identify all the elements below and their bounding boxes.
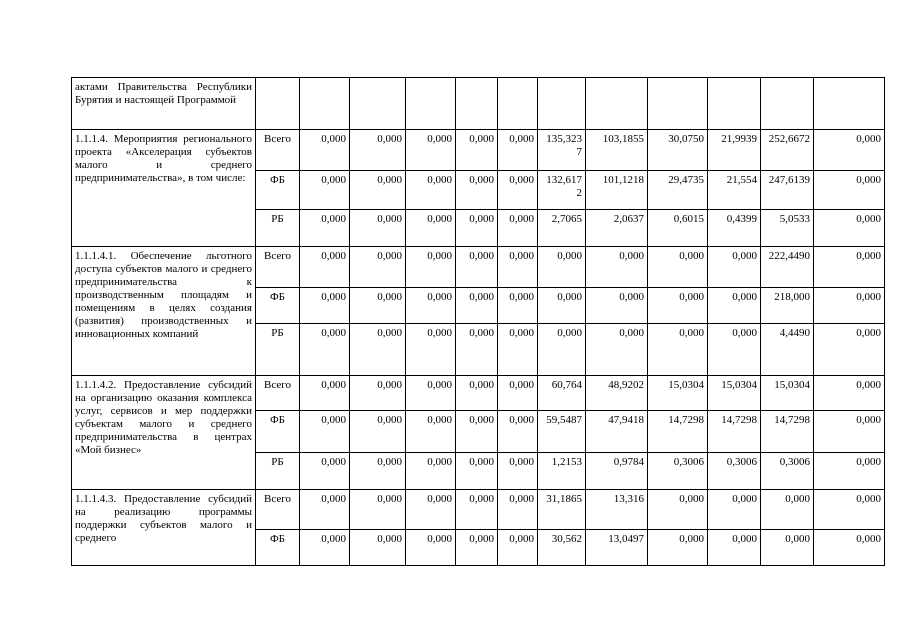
value-cell: [814, 78, 885, 130]
value-cell: 0,000: [456, 376, 498, 411]
value-cell: 0,000: [498, 171, 538, 210]
table-row: [72, 490, 885, 530]
value-cell: 0,000: [406, 376, 456, 411]
value-cell: 0,000: [814, 130, 885, 171]
value-cell: 0,000: [406, 130, 456, 171]
value-cell: 60,764: [538, 376, 586, 411]
value-cell: 218,000: [761, 288, 814, 324]
value-cell: 13,0497: [586, 530, 648, 566]
value-cell: 0,000: [761, 530, 814, 566]
activity-name-1-1-1-4-2: 1.1.1.4.2. Предоставление субсидий на организацию оказания комплекса услуг, сервисов и мер поддержки субъектам малого и среднего предпринимательства в центрах «Мой бизнес»: [72, 376, 256, 490]
value-cell: 0,000: [300, 324, 350, 376]
value-cell: 0,000: [761, 490, 814, 530]
value-cell: 0,000: [456, 171, 498, 210]
value-cell: 0,3006: [761, 453, 814, 490]
value-cell: 0,000: [498, 288, 538, 324]
value-cell: 0,000: [814, 210, 885, 247]
value-cell: 222,4490: [761, 247, 814, 288]
value-cell: 0,000: [300, 130, 350, 171]
value-cell: [350, 78, 406, 130]
value-cell: 47,9418: [586, 411, 648, 453]
value-cell: [456, 78, 498, 130]
value-cell: 0,000: [708, 324, 761, 376]
table-row: [72, 247, 885, 288]
value-cell: 0,000: [456, 130, 498, 171]
value-cell: 0,000: [814, 490, 885, 530]
budget-table: [71, 77, 885, 566]
value-cell: 0,000: [456, 411, 498, 453]
funding-source-cell: [256, 78, 300, 130]
value-cell: 21,9939: [708, 130, 761, 171]
value-cell: 0,000: [538, 288, 586, 324]
value-cell: 1,2153: [538, 453, 586, 490]
value-cell: 31,1865: [538, 490, 586, 530]
value-cell: 0,000: [708, 490, 761, 530]
value-cell: 0,000: [814, 247, 885, 288]
funding-source-cell: Всего: [256, 376, 300, 411]
value-cell: 14,7298: [708, 411, 761, 453]
value-cell: 0,000: [586, 288, 648, 324]
value-cell: 0,000: [498, 411, 538, 453]
value-cell: 5,0533: [761, 210, 814, 247]
value-cell: 0,3006: [708, 453, 761, 490]
value-cell: 15,0304: [708, 376, 761, 411]
value-cell: 0,000: [350, 453, 406, 490]
value-cell: 0,000: [350, 130, 406, 171]
value-cell: 0,000: [300, 453, 350, 490]
value-cell: 0,000: [350, 288, 406, 324]
value-cell: [300, 78, 350, 130]
value-cell: 0,000: [406, 453, 456, 490]
value-cell: 0,000: [300, 376, 350, 411]
value-cell: 0,000: [406, 411, 456, 453]
value-cell: 0,000: [498, 453, 538, 490]
value-cell: 0,000: [814, 171, 885, 210]
value-cell: 0,000: [498, 130, 538, 171]
funding-source-cell: РБ: [256, 324, 300, 376]
value-cell: 0,000: [406, 530, 456, 566]
funding-source-cell: Всего: [256, 490, 300, 530]
value-cell: 0,000: [300, 210, 350, 247]
value-cell: 0,000: [300, 247, 350, 288]
funding-source-cell: ФБ: [256, 171, 300, 210]
value-cell: 30,562: [538, 530, 586, 566]
value-cell: 0,000: [350, 247, 406, 288]
value-cell: 14,7298: [761, 411, 814, 453]
value-cell: 13,316: [586, 490, 648, 530]
value-cell: 0,000: [300, 490, 350, 530]
value-cell: 2,0637: [586, 210, 648, 247]
value-cell: 0,000: [708, 288, 761, 324]
value-cell: 0,000: [648, 530, 708, 566]
value-cell: 0,000: [406, 490, 456, 530]
table-row: [72, 376, 885, 411]
value-cell: [538, 78, 586, 130]
value-cell: 0,000: [498, 210, 538, 247]
value-cell: 0,000: [350, 530, 406, 566]
value-cell: [648, 78, 708, 130]
value-cell: [406, 78, 456, 130]
table-row: [72, 78, 885, 130]
value-cell: 0,000: [814, 411, 885, 453]
value-cell: [498, 78, 538, 130]
value-cell: 0,000: [456, 324, 498, 376]
value-cell: 132,6172: [538, 171, 586, 210]
value-cell: 14,7298: [648, 411, 708, 453]
value-cell: 0,3006: [648, 453, 708, 490]
value-cell: [586, 78, 648, 130]
value-cell: 48,9202: [586, 376, 648, 411]
funding-source-cell: Всего: [256, 247, 300, 288]
value-cell: 0,000: [350, 210, 406, 247]
value-cell: 0,000: [350, 324, 406, 376]
value-cell: 101,1218: [586, 171, 648, 210]
value-cell: 0,000: [300, 530, 350, 566]
value-cell: 0,000: [350, 411, 406, 453]
value-cell: 15,0304: [761, 376, 814, 411]
value-cell: 0,000: [406, 247, 456, 288]
value-cell: 0,000: [498, 530, 538, 566]
value-cell: 252,6672: [761, 130, 814, 171]
value-cell: 0,000: [406, 324, 456, 376]
value-cell: 0,000: [300, 171, 350, 210]
value-cell: 0,000: [406, 288, 456, 324]
value-cell: 103,1855: [586, 130, 648, 171]
funding-source-cell: РБ: [256, 453, 300, 490]
value-cell: 0,000: [498, 324, 538, 376]
value-cell: 0,000: [456, 530, 498, 566]
value-cell: 0,4399: [708, 210, 761, 247]
funding-source-cell: ФБ: [256, 288, 300, 324]
value-cell: 0,000: [456, 288, 498, 324]
value-cell: 0,000: [456, 247, 498, 288]
value-cell: 0,000: [586, 324, 648, 376]
value-cell: 0,000: [538, 324, 586, 376]
value-cell: 0,000: [648, 490, 708, 530]
value-cell: 0,000: [456, 453, 498, 490]
value-cell: 135,3237: [538, 130, 586, 171]
value-cell: 0,000: [350, 171, 406, 210]
value-cell: 0,000: [350, 490, 406, 530]
value-cell: 0,000: [708, 530, 761, 566]
activity-name-1-1-1-4-1: 1.1.1.4.1. Обеспечение льготного доступа субъектов малого и среднего предпринимательства к производственным площадям и помещениям в целях создания (развития) производственных и инновационных компаний: [72, 247, 256, 376]
value-cell: 2,7065: [538, 210, 586, 247]
activity-name-continuation: актами Правительства Республики Бурятия и настоящей Программой: [72, 78, 256, 130]
table-body: [72, 78, 885, 566]
value-cell: 59,5487: [538, 411, 586, 453]
funding-source-cell: РБ: [256, 210, 300, 247]
value-cell: 0,000: [586, 247, 648, 288]
value-cell: [761, 78, 814, 130]
value-cell: 15,0304: [648, 376, 708, 411]
activity-name-1-1-1-4-3: 1.1.1.4.3. Предоставление субсидий на реализацию программы поддержки субъектов малого и среднего: [72, 490, 256, 566]
value-cell: 0,000: [498, 247, 538, 288]
value-cell: 0,000: [814, 324, 885, 376]
funding-source-cell: ФБ: [256, 411, 300, 453]
value-cell: 0,000: [814, 288, 885, 324]
value-cell: 0,000: [648, 288, 708, 324]
value-cell: 0,000: [648, 324, 708, 376]
funding-source-cell: Всего: [256, 130, 300, 171]
value-cell: 0,000: [406, 171, 456, 210]
table-row: [72, 130, 885, 171]
value-cell: 4,4490: [761, 324, 814, 376]
value-cell: [708, 78, 761, 130]
value-cell: 0,000: [648, 247, 708, 288]
funding-source-cell: ФБ: [256, 530, 300, 566]
value-cell: 0,000: [814, 376, 885, 411]
value-cell: 0,9784: [586, 453, 648, 490]
value-cell: 30,0750: [648, 130, 708, 171]
value-cell: 0,000: [498, 376, 538, 411]
value-cell: 0,000: [300, 411, 350, 453]
value-cell: 0,000: [498, 490, 538, 530]
value-cell: 0,000: [406, 210, 456, 247]
value-cell: 0,000: [456, 210, 498, 247]
value-cell: 0,6015: [648, 210, 708, 247]
value-cell: 247,6139: [761, 171, 814, 210]
value-cell: 21,554: [708, 171, 761, 210]
value-cell: 0,000: [350, 376, 406, 411]
value-cell: 29,4735: [648, 171, 708, 210]
value-cell: 0,000: [456, 490, 498, 530]
value-cell: 0,000: [708, 247, 761, 288]
activity-name-1-1-1-4: 1.1.1.4. Мероприятия регионального проекта «Акселерация субъектов малого и среднего предпринимательства», в том числе:: [72, 130, 256, 247]
value-cell: 0,000: [814, 453, 885, 490]
value-cell: 0,000: [300, 288, 350, 324]
value-cell: 0,000: [538, 247, 586, 288]
value-cell: 0,000: [814, 530, 885, 566]
